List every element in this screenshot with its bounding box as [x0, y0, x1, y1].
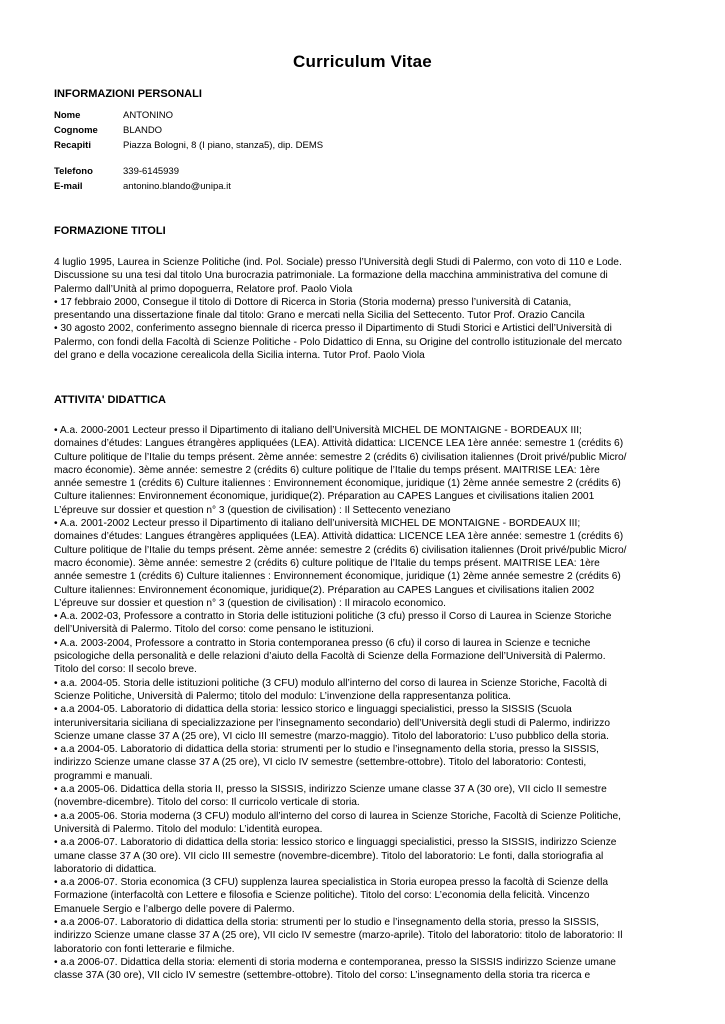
info-label: Telefono	[54, 166, 93, 177]
formazione-heading: FORMAZIONE TITOLI	[54, 225, 166, 237]
info-label: E-mail	[54, 181, 83, 192]
info-value: 339-6145939	[123, 166, 179, 177]
page-title: Curriculum Vitae	[293, 52, 432, 71]
info-value: Piazza Bologni, 8 (I piano, stanza5), dip. DEMS	[123, 140, 324, 151]
formazione-text: 4 luglio 1995, Laurea in Scienze Politiche (ind. Pol. Sociale) presso l’Università degli Studi di Palermo, con voto di 110 e Lode. Discussione su una tesi dal titolo Una burocrazia patrimoniale. La formazione della macchina amministrativa del comune di Palermo dall’Unità al primo dopoguerra, Relatore prof. Paolo Viola • 17 febbraio 2000, Consegue il titolo di Dottore di Ricerca in Storia (Storia moderna) presso l’università di Catania, presentando una dissertazione finale dal titolo: Grano e mercati nella Sicilia del Settecento. Tutor Prof. Orazio Cancila • 30 agosto 2002, conferimento assegno biennale di ricerca presso il Dipartimento di Studi Storici e Artistici dell’Università di Palermo, con fondi della Facoltà di Scienze Politiche - Polo Didattico di Enna, su Origine del controllo istituzionale del mercato del grano e della vocazione cerealicola della Sicilia interna. Tutor Prof. Paolo Viola	[54, 257, 622, 362]
info-value: antonino.blando@unipa.it	[123, 181, 231, 192]
info-label: Cognome	[54, 125, 98, 136]
personal-info-heading: INFORMAZIONI PERSONALI	[54, 88, 202, 100]
info-value: ANTONINO	[123, 110, 173, 121]
didattica-text: • A.a. 2000-2001 Lecteur presso il Dipartimento di italiano dell’Università MICHEL DE MONTAIGNE - BORDEAUX III; domaines d’études: Langues étrangères appliquées (LEA). Attività didattica: LICENCE LEA 1ère année: semestre 1 (crédits 6) Culture politique de l’Italie du temps présent. 2ème année: semestre 2 (crédits 6) civilisation italiennes (Droit privé/public Micro/ macro économie). 3ème année: semestre 2 (crédits 6) culture politique de l’Italie du temps présent. MAITRISE LEA: 1ère année semestre 1 (crédits 6) Culture italiennes : Environnement économique, juridique (1) 2ème année semestre 2 (crédits 6) Culture italiennes: Environnement économique, juridique(2). Préparation au CAPES Langues et civilisations italien 2001 L’épreuve sur dossier et question n° 3 (question de civilisation) : Il Settecento veneziano • A.a. 2001-2002 Lecteur presso il Dipartimento di italiano dell’università MICHEL DE MONTAIGNE - BORDEAUX III; domaines d’études: Langues étrangères appliquées (LEA). Attività didattica: LICENCE LEA 1ère année: semestre 1 (crédits 6) Culture politique de l’Italie du temps présent. 2ème année: semestre 2 (crédits 6) civilisation italiennes (Droit privé/public Micro/ macro économie). 3ème année: semestre 2 (crédits 6) culture politique de l’Italie du temps présent. MAITRISE LEA: 1ère année semestre 1 (crédits 6) Culture italiennes : Environnement économique, juridique (1) 2ème année semestre 2 (crédits 6) Culture italiennes: Environnement économique, juridique(2). Préparation au CAPES Langues et civilisations italien 2002 L’épreuve sur dossier et question n° 3 (question de civilisation) : Il miracolo economico. • A.a. 2002-03, Professore a contratto in Storia delle istituzioni politiche (3 cfu) presso il Corso di Laurea in Scienze Storiche dell’Università di Palermo. Titolo del corso: come pensano le istituzioni. • A.a. 2003-2004, Professore a contratto in Storia contemporanea presso (6 cfu) il corso di laurea in Scienze e tecniche psicologiche della personalità e delle relazioni d’aiuto della Facoltà di Scienze della Formazione dell’Università di Palermo. Titolo del corso: Il secolo breve. • a.a. 2004-05. Storia delle istituzioni politiche (3 CFU) modulo all’interno del corso di laurea in Scienze Storiche, Facoltà di Scienze Politiche, Università di Palermo; titolo del modulo: L’invenzione della rappresentanza politica. • a.a 2004-05. Laboratorio di didattica della storia: lessico storico e linguaggi specialistici, presso la SISSIS (Scuola interuniversitaria siciliana di specializzazione per l’insegnamento secondario) dell’Università degli studi di Palermo, indirizzo Scienze umane classe 37 A (25 ore), VI ciclo III semestre (marzo-maggio). Titolo del laboratorio: L’uso pubblico della storia. • a.a 2004-05. Laboratorio di didattica della storia: strumenti per lo studio e l’insegnamento della storia, presso la SISSIS, indirizzo Scienze umane classe 37 A (25 ore), VI ciclo IV semestre (settembre-ottobre). Titolo del laboratorio: Contesti, programmi e manuali. • a.a 2005-06. Didattica della storia II, presso la SISSIS, indirizzo Scienze umane classe 37 A (30 ore), VII ciclo II semestre (novembre-dicembre). Titolo del corso: Il curricolo verticale di storia. • a.a 2005-06. Storia moderna (3 CFU) modulo all’interno del corso di laurea in Scienze Storiche, Facoltà di Scienze Politiche, Università di Palermo. Titolo del modulo: L’identità europea. • a.a 2006-07. Laboratorio di didattica della storia: lessico storico e linguaggi specialistici, presso la SISSIS, indirizzo Scienze umane classe 37 A (30 ore). VII ciclo III semestre (novembre-dicembre). Titolo del laboratorio: Le fonti, dalla storiografia al laboratorio di didattica. • a.a 2006-07. Storia economica (3 CFU) supplenza laurea specialistica in Storia europea presso la facoltà di Scienze della Formazione (interfacoltà con Lettere e filosofia e Scienze politiche). Titolo del corso: L’economia della felicità. Vincenzo Emanuele Sergio e l’albergo delle povere di Palermo. • a.a 2006-07. Laboratorio di didattica della storia: strumenti per lo studio e l’insegnamento della storia, presso la SISSIS, indirizzo Scienze umane classe 37 A (25 ore), VII ciclo IV semestre (marzo-aprile). Titolo del laboratorio: titolo de laboratorio: Il laboratorio con fonti letterarie e filmiche. • a.a 2006-07. Didattica della storia: elementi di storia moderna e contemporanea, presso la SISSIS indirizzo Scienze umane classe 37A (30 ore), VII ciclo IV semestre (settembre-ottobre). Titolo del corso: L’insegnamento della storia tra ricerca e	[54, 425, 627, 982]
info-label: Nome	[54, 110, 81, 121]
info-label: Recapiti	[54, 140, 91, 151]
info-value: BLANDO	[123, 125, 163, 136]
didattica-heading: ATTIVITA' DIDATTICA	[54, 394, 166, 406]
